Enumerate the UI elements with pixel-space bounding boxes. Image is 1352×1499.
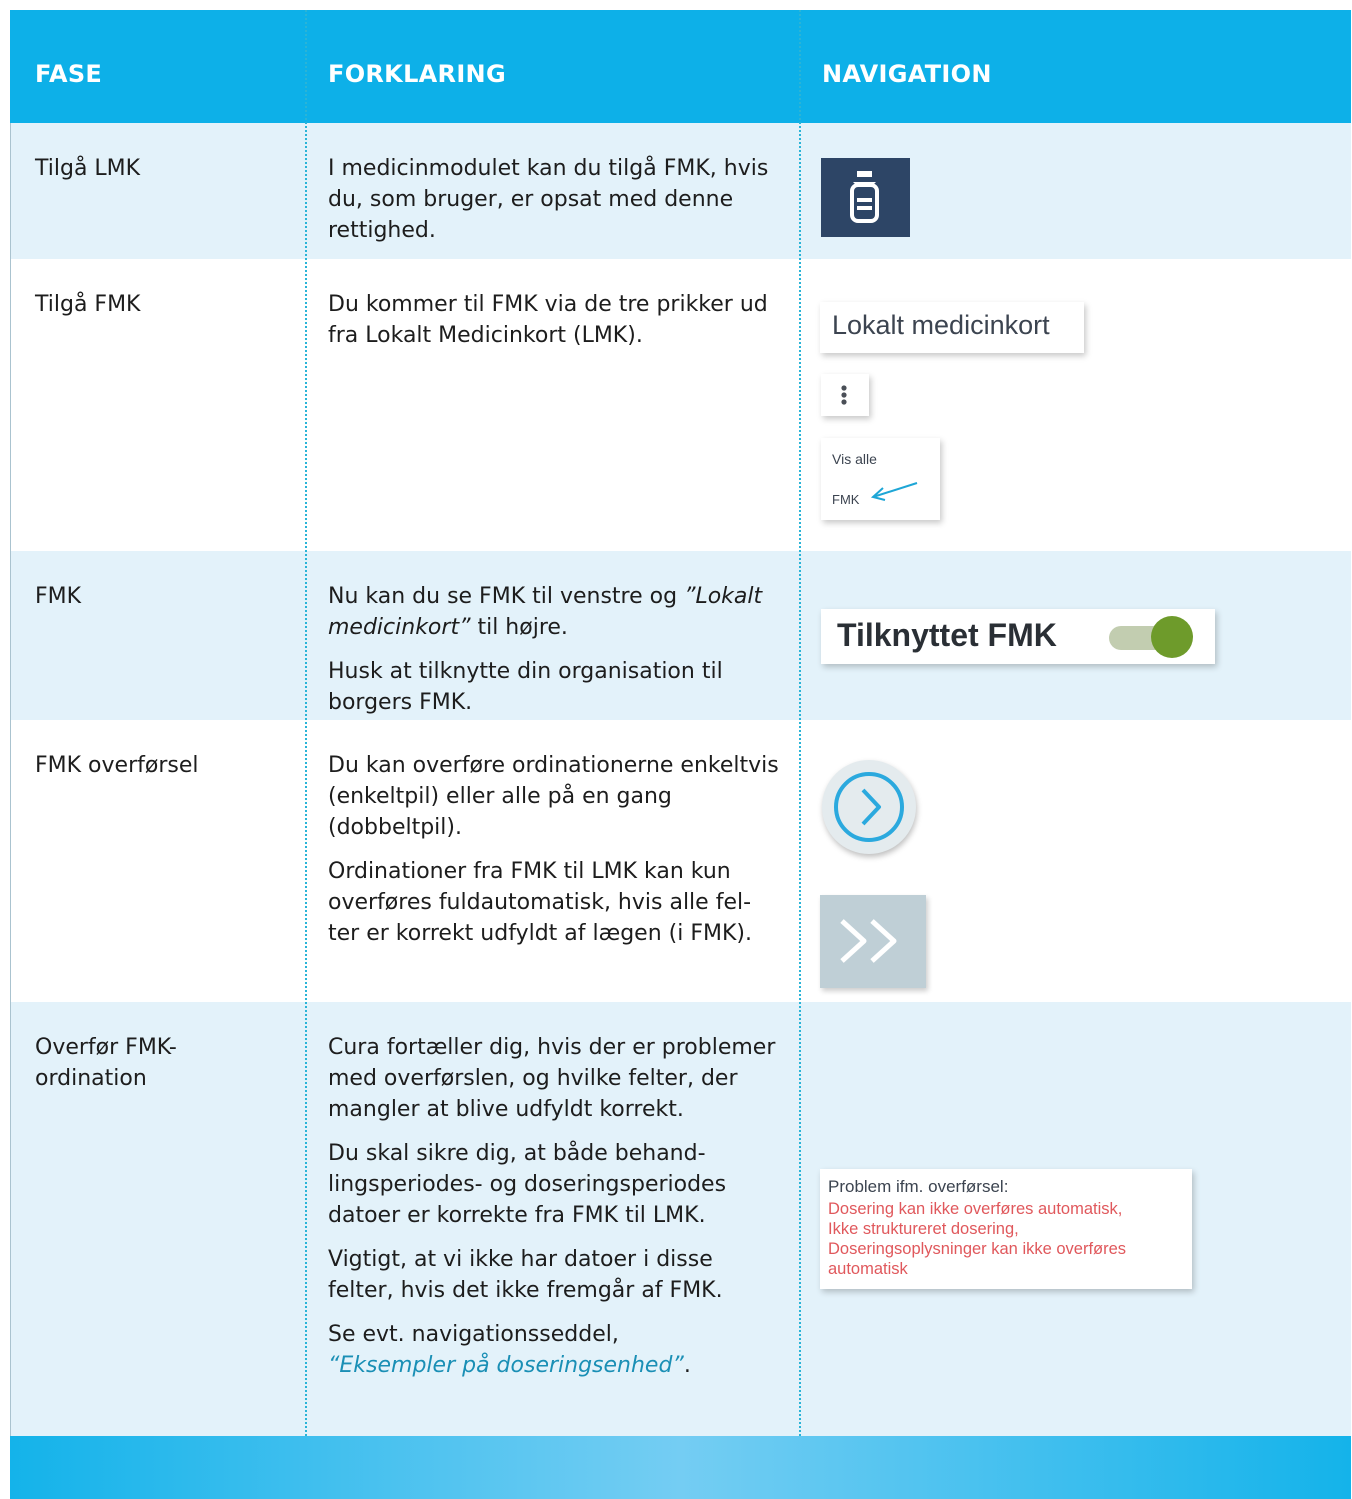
arrow-left-icon [869,480,921,504]
navigation-table [10,10,1351,1499]
forklaring-text [306,551,800,720]
problem-line: Ikke struktureret dosering, [828,1220,1019,1238]
forklaring-paragraph: Du kan overføre ordinationerne enkeltvis (enkeltpil) eller alle på en gang (dobbeltpil). [328,753,779,840]
more-menu-button[interactable] [821,374,869,416]
transfer-all-button[interactable] [820,895,926,988]
forklaring-text [306,1002,800,1436]
lokalt-medicinkort-label: Lokalt medicinkort [832,310,1050,340]
table-row [10,1002,1351,1436]
table-row [10,259,1351,551]
forklaring-text [306,123,800,259]
forklaring-paragraph: I medicinmodulet kan du tilgå FMK, hvis du, som bruger, er opsat med denne rettighed. [328,156,769,243]
forklaring-paragraph: Vigtigt, at vi ikke har datoer i disse felter, hvis det ikke fremgår af FMK. [328,1247,723,1303]
tilknyttet-fmk-toggle[interactable] [1109,619,1195,653]
table-left-border [10,123,11,1436]
toggle-knob [1151,616,1193,658]
forklaring-text [306,720,800,1002]
forklaring-paragraph: Se evt. navigationsseddel, “Eksempler på doseringsenhed”. [328,1322,691,1378]
fase-label: Overfør FMK-ordination [35,1035,177,1091]
forklaring-paragraph: Du skal sikre dig, at både behand-lingsperiodes- og doseringsperiodes datoer er korrekte fra FMK til LMK. [328,1141,727,1228]
column-divider [799,10,801,1436]
medicine-module-button[interactable] [821,158,910,237]
navigation-cell [800,1002,1351,1436]
table-row [10,551,1351,720]
fase-label: FMK overførsel [35,753,199,778]
column-divider [305,10,307,1436]
fase-label: Tilgå FMK [35,292,141,317]
table-row [10,123,1351,259]
header-fase: FASE [35,60,103,88]
problem-title: Problem ifm. overførsel: [828,1177,1009,1196]
problem-line: Dosering kan ikke overføres automatisk, [828,1200,1123,1218]
forklaring-paragraph: Cura fortæller dig, hvis der er problemer med overførslen, og hvilke felter, der mangler at blive udfyldt korrekt. [328,1035,776,1122]
navigation-cell [800,259,1351,551]
forklaring-paragraph: Ordinationer fra FMK til LMK kan kun overføres fuldautomatisk, hvis alle fel-ter er korrekt udfyldt af lægen (i FMK). [328,859,752,946]
medicine-bottle-icon [821,158,910,237]
tilknyttet-fmk-label: Tilknyttet FMK [837,617,1057,653]
navigation-cell [800,720,1351,1002]
navigationsseddel-link[interactable]: “Eksempler på doseringsenhed” [328,1353,684,1378]
double-chevron-right-icon [820,895,926,988]
forklaring-paragraph: Husk at tilknytte din organisation til borgers FMK. [328,659,723,715]
dropdown-menu [821,438,940,520]
lokalt-medicinkort-card[interactable] [820,302,1084,353]
problem-lines [828,1199,1126,1279]
problem-message-box [820,1169,1192,1289]
navigation-cell [800,123,1351,259]
fase-label: FMK [35,584,82,609]
header-navigation: NAVIGATION [822,60,992,88]
transfer-single-button[interactable] [822,760,916,854]
fase-label: Tilgå LMK [35,156,141,181]
table-header [10,10,1351,123]
forklaring-paragraph: Nu kan du se FMK til venstre og ”Lokalt medicinkort” til højre. [328,584,763,640]
menu-item-vis-alle[interactable]: Vis alle [832,451,877,467]
problem-line: automatisk [828,1260,908,1278]
problem-line: Doseringsoplysninger kan ikke overføres [828,1240,1127,1258]
tilknyttet-fmk-control [821,609,1215,664]
table-row [10,720,1351,1002]
footer-bar [10,1436,1351,1499]
forklaring-paragraph: Du kommer til FMK via de tre prikker ud fra Lokalt Medicinkort (LMK). [328,292,768,348]
more-vert-icon [821,374,869,416]
header-forklaring: FORKLARING [328,60,506,88]
navigation-cell [800,551,1351,720]
chevron-right-circle-icon [822,760,916,854]
menu-item-fmk[interactable]: FMK [832,492,860,507]
forklaring-text [306,259,800,551]
